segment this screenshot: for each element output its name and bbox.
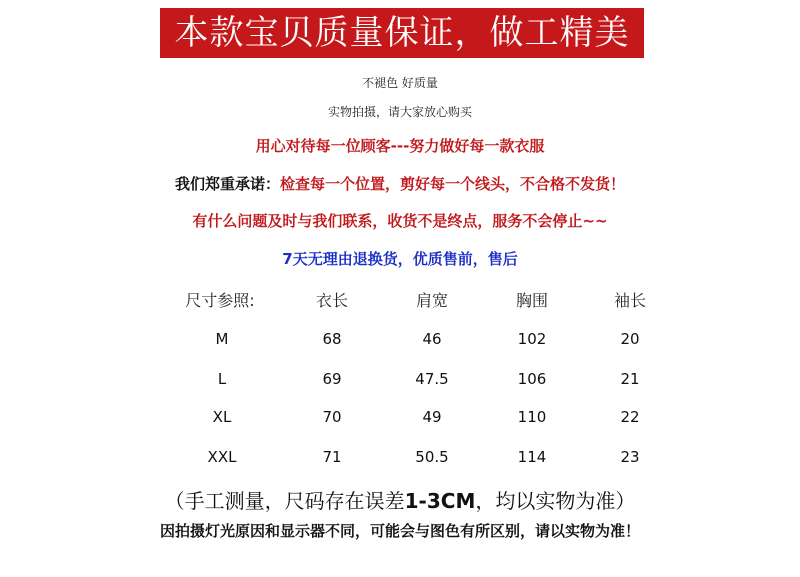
table-cell: XL	[212, 408, 232, 426]
measurement-note-suffix: ，均以实物为准）	[475, 489, 636, 513]
table-header: 肩宽	[415, 291, 449, 310]
table-cell: L	[217, 370, 227, 388]
table-cell: 69	[322, 370, 342, 388]
table-cell: 71	[322, 448, 342, 466]
table-cell: 110	[517, 408, 547, 426]
table-cell: 46	[422, 330, 442, 348]
table-header: 衣长	[315, 291, 349, 310]
table-cell: 106	[517, 370, 547, 388]
table-cell: 20	[620, 330, 640, 348]
table-cell: 102	[517, 330, 547, 348]
promise-text	[0, 173, 800, 194]
table-cell: 23	[620, 448, 640, 466]
measurement-note-prefix: （手工测量，尺码存在误差	[164, 489, 405, 513]
table-header: 袖长	[613, 291, 647, 310]
table-cell: 22	[620, 408, 640, 426]
customer-care-text: 用心对待每一位顾客---努力做好每一款衣服	[255, 137, 545, 155]
promise-detail: 检查每一个位置，剪好每一个线头，不合格不发货！	[280, 175, 626, 193]
measurement-note-range: 1-3CM	[404, 489, 476, 513]
promise-lead: 我们郑重承诺：	[174, 175, 280, 193]
return-policy-text: 7天无理由退换货，优质售前，售后	[282, 250, 518, 268]
table-header: 尺寸参照:	[185, 291, 255, 310]
table-cell: 114	[517, 448, 547, 466]
title-banner: 本款宝贝质量保证，做工精美	[160, 8, 644, 58]
table-cell: 47.5	[415, 370, 449, 388]
color-disclaimer: 因拍摄灯光原因和显示器不同，可能会与图色有所区别，请以实物为准！	[159, 522, 640, 540]
table-cell: 68	[322, 330, 342, 348]
table-header: 胸围	[515, 291, 549, 310]
table-cell: XXL	[207, 448, 237, 466]
table-cell: 50.5	[415, 448, 449, 466]
measurement-note	[0, 485, 800, 514]
table-cell: 70	[322, 408, 342, 426]
service-text: 有什么问题及时与我们联系，收货不是终点，服务不会停止~~	[192, 212, 608, 230]
real-photo-text: 实物拍摄，请大家放心购买	[327, 105, 472, 119]
table-cell: 49	[422, 408, 442, 426]
no-fade-text: 不褪色 好质量	[362, 76, 438, 90]
table-cell: 21	[620, 370, 640, 388]
table-cell: M	[215, 330, 229, 348]
